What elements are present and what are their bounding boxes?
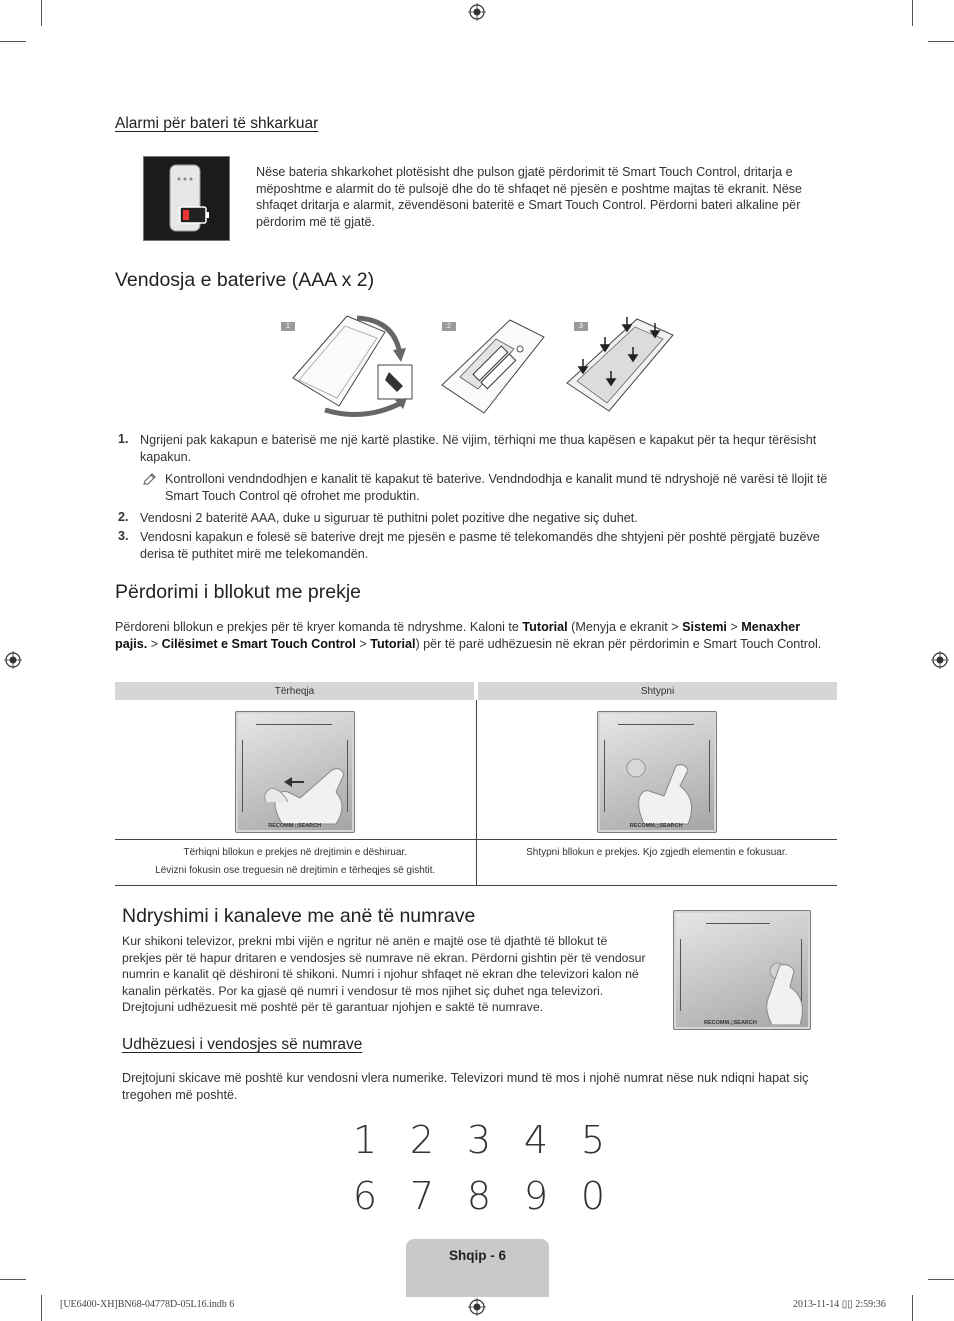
registration-mark-icon	[468, 1298, 486, 1316]
remote-close-cover-illustration	[565, 313, 677, 415]
drag-caption-1: Tërhiqni bllokun e prekjes në drejtimin e dëshiruar.	[183, 847, 407, 858]
crop-mark	[912, 1295, 913, 1321]
digit-guide: 0	[580, 1174, 606, 1218]
table-header-drag: Tërheqja	[115, 682, 476, 700]
crop-mark	[41, 1295, 42, 1321]
note-pencil-icon	[142, 473, 156, 486]
digit-row-1	[345, 1120, 615, 1160]
crop-mark	[928, 41, 954, 42]
remote-low-battery-icon	[144, 157, 229, 240]
footer-file-name: [UE6400-XH]BN68-04778D-05L16.indb 6	[60, 1299, 235, 1310]
digit-row-2	[345, 1176, 615, 1216]
step-text: Vendosni 2 bateritë AAA, duke u siguruar të puthitni polet pozitive dhe negative siç duhet.	[140, 511, 638, 525]
finger-edge-touch-icon	[760, 959, 810, 1025]
crop-mark	[928, 1279, 954, 1280]
touchpad-label: RECOMM.▯SEARCH	[629, 823, 683, 829]
touchpad-label: RECOMM.▯SEARCH	[268, 823, 322, 829]
number-guide-heading: Udhëzuesi i vendosjes së numrave	[122, 1036, 363, 1053]
touchpad-label: RECOMM.▯SEARCH	[704, 1020, 757, 1026]
footer-timestamp: 2013-11-14 ▯▯ 2:59:36	[793, 1299, 886, 1310]
registration-mark-icon	[931, 651, 949, 669]
menu-path-bold: Tutorial	[522, 620, 568, 634]
page-number-label: Shqip - 6	[449, 1248, 506, 1263]
press-image-cell	[476, 700, 837, 840]
menu-path-bold: Cilësimet e Smart Touch Control	[161, 636, 356, 651]
registration-mark-icon	[4, 651, 22, 669]
crop-mark	[912, 0, 913, 26]
digit-guide: 2	[409, 1118, 435, 1162]
figure-number: 2	[442, 322, 456, 331]
touchpad-intro: Përdoreni bllokun e prekjes për të kryer komanda të ndryshme. Kaloni te Tutorial (Menyja e ekranit > Sistemi > Menaxher pajis. > Cilësimet e Smart Touch Control > Tutorial) për të parë udhëzuesin në ekran për përdorimin e Smart Touch Control.	[115, 620, 822, 651]
crop-mark	[0, 1279, 26, 1280]
number-guide-text: Drejtojuni skicave më poshtë kur vendosni vlera numerike. Televizori mund të mos i njohë numrat nëse nuk ndiqni hapat siç tregohen më poshtë.	[122, 1071, 809, 1102]
menu-path-bold: Tutorial	[370, 636, 416, 651]
digit-guide: 7	[409, 1174, 435, 1218]
digit-guide: 3	[466, 1118, 492, 1162]
drag-caption-2: Lëvizni fokusin ose treguesin në drejtimin e tërheqjes së gishtit.	[155, 865, 436, 876]
note-text: Kontrolloni vendndodhjen e kanalit të kapakut të baterive. Vendndodhja e kanalit mund të ndryshojë në varësi të llojit të Smart Touch Control që ofrohet me produktin.	[165, 472, 828, 503]
digit-guide: 5	[580, 1118, 606, 1162]
touchpad-channel-image	[673, 910, 811, 1030]
press-caption-1: Shtypni bllokun e prekjes. Kjo zgjedh elementin e fokusuar.	[526, 847, 788, 858]
crop-mark	[41, 0, 42, 26]
remote-cover-open-illustration	[285, 310, 420, 418]
remote-insert-batteries-illustration	[440, 315, 550, 415]
drag-caption-cell	[115, 840, 476, 886]
figure-number: 3	[574, 322, 588, 331]
crop-mark	[0, 41, 26, 42]
step-text: Vendosni kapakun e folesë së baterive drejt me pjesën e pasme të telekomandës dhe shtyjeni për poshtë përgjatë buzëve derisa të puthitet mirë me telekomandën.	[140, 530, 820, 561]
table-header-press: Shtypni	[476, 682, 837, 700]
menu-path-bold: Menaxher pajis.	[115, 620, 801, 651]
battery-alarm-heading: Alarmi për bateri të shkarkuar	[115, 115, 319, 132]
figure-number: 1	[281, 322, 295, 331]
menu-path-bold: Sistemi	[682, 620, 727, 634]
step-number: 3.	[118, 529, 129, 543]
battery-alarm-image	[143, 156, 230, 241]
channel-numbers-heading: Ndryshimi i kanaleve me anë të numrave	[122, 905, 476, 927]
channel-numbers-text: Kur shikoni televizor, prekni mbi vijën e ngritur në anën e majtë ose të djathtë të bllokut të prekjes për të hapur dritaren e vendosjes së numrave në ekran. Përdorni gishtin për të vendosur numrin e kanalit që dëshironi të shikoni. Numri i njohur shfaqet në ekran dhe televizori kalon në kanalin përkatës. Por ka gjasë që numri i vendosur të mos njihet siç duhet nga televizori. Drejtojuni udhëzuesit më poshtë për të garantuar njohjen e saktë të numrave.	[122, 934, 646, 1015]
touchpad-press-image	[597, 711, 717, 833]
install-batteries-heading: Vendosja e baterive (AAA x 2)	[115, 269, 375, 291]
digit-guide: 4	[523, 1118, 549, 1162]
touchpad-heading: Përdorimi i bllokut me prekje	[115, 581, 362, 603]
registration-mark-icon	[468, 3, 486, 21]
step-text: Ngrijeni pak kakapun e baterisë me një kartë plastike. Në vijim, tërhiqni me thua kapësen e kapakut për ta hequr tërësisht kapakun.	[140, 433, 817, 464]
finger-press-icon	[618, 756, 708, 826]
digit-guide: 1	[352, 1118, 378, 1162]
finger-drag-icon	[262, 762, 348, 826]
drag-image-cell	[115, 700, 476, 840]
digit-guide: 6	[352, 1174, 378, 1218]
press-caption-cell	[476, 840, 837, 886]
step-number: 1.	[118, 432, 129, 446]
digit-guide: 9	[523, 1174, 549, 1218]
touchpad-drag-image	[235, 711, 355, 833]
battery-alarm-text: Nëse bateria shkarkohet plotësisht dhe pulson gjatë përdorimit të Smart Touch Control, dritarja e mëposhtme e alarmit do të pulsojë dhe do të shfaqet në pjesën e poshtme majtas të ekranit. Nëse shfaqet dritarja e alarmit, zëvendësoni bateritë e Smart Touch Control. Përdorni bateri alkaline për përdorim më të gjatë.	[256, 165, 803, 229]
step-number: 2.	[118, 510, 129, 524]
digit-guide: 8	[466, 1174, 492, 1218]
gesture-table	[115, 682, 837, 886]
